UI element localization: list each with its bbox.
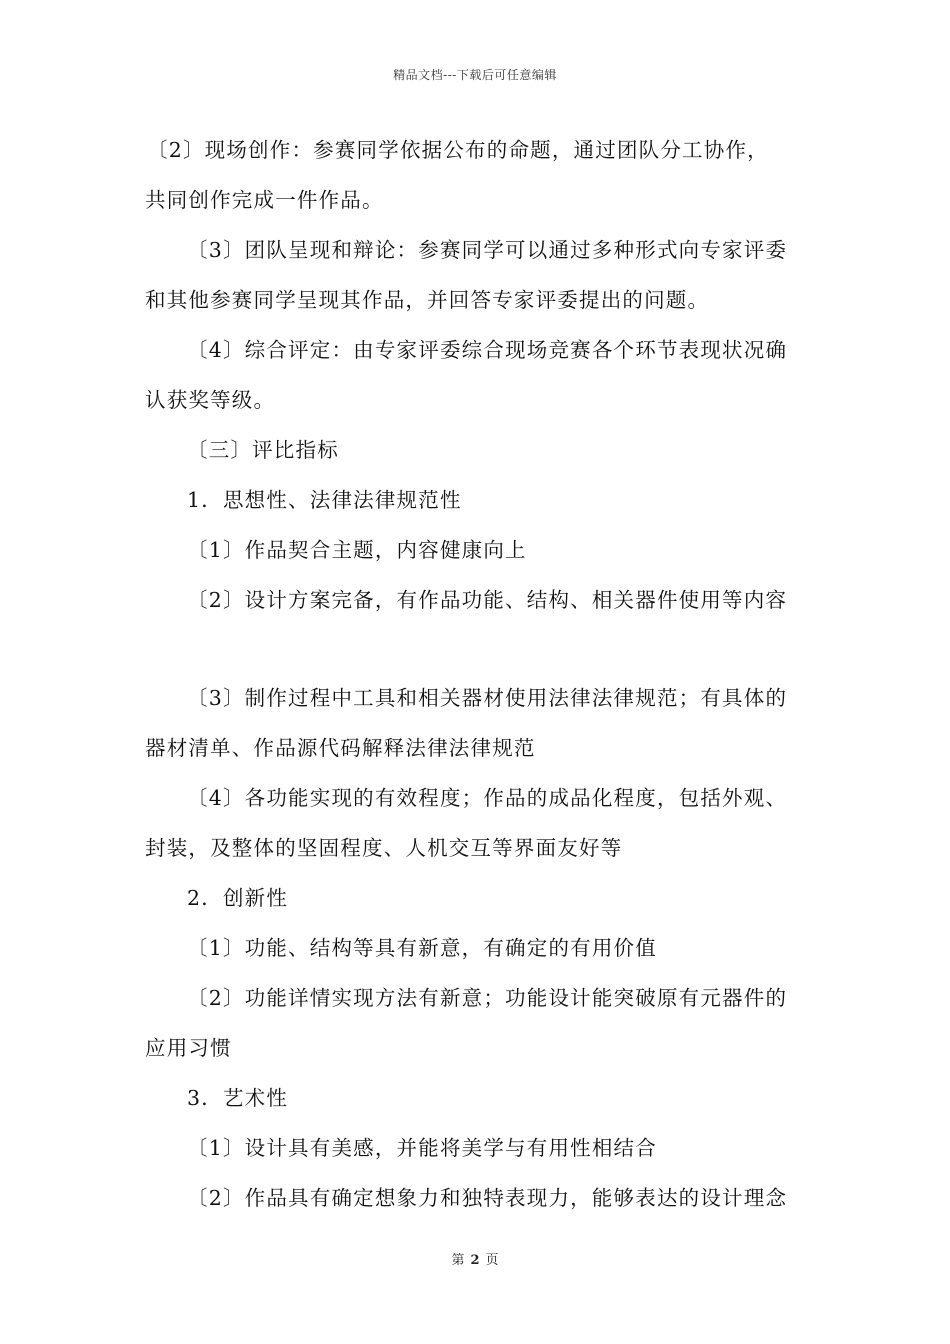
paragraph-line: 和其他参赛同学呈现其作品，并回答专家评委提出的问题。: [145, 288, 710, 312]
list-item: 〔4〕各功能实现的有效程度；作品的成品化程度，包括外观、: [187, 786, 788, 810]
subsection-heading: 1．思想性、法律法律规范性: [187, 488, 462, 512]
list-item: 〔3〕制作过程中工具和相关器材使用法律法律规范；有具体的: [187, 686, 788, 710]
list-item: 〔2〕作品具有确定想象力和独特表现力，能够表达的设计理念: [187, 1186, 788, 1210]
paragraph-line: 器材清单、作品源代码解释法律法律规范: [145, 736, 536, 760]
list-item: 〔1〕功能、结构等具有新意，有确定的有用价值: [187, 936, 657, 960]
paragraph-line: 封装，及整体的坚固程度、人机交互等界面友好等: [145, 836, 623, 860]
subsection-heading: 2．创新性: [187, 886, 289, 910]
paragraph-line: 〔4〕综合评定：由专家评委综合现场竞赛各个环节表现状况确: [187, 338, 788, 362]
list-item: 〔1〕作品契合主题，内容健康向上: [187, 538, 527, 562]
page-number: 2: [470, 1253, 480, 1268]
list-item: 〔2〕设计方案完备，有作品功能、结构、相关器件使用等内容: [187, 588, 788, 612]
list-item: 〔2〕功能详情实现方法有新意；功能设计能突破原有元器件的: [187, 986, 788, 1010]
paragraph-line: 认获奖等级。: [145, 388, 276, 412]
page-header: 精品文档---下载后可任意编辑: [393, 68, 557, 82]
paragraph-line: 〔2〕现场创作：参赛同学依据公布的命题，通过团队分工协作，: [147, 138, 769, 162]
paragraph-line: 应用习惯: [145, 1036, 232, 1060]
page-number-suffix: 页: [485, 1253, 499, 1268]
list-item: 〔1〕设计具有美感，并能将美学与有用性相结合: [187, 1136, 657, 1160]
subsection-heading: 3．艺术性: [187, 1086, 289, 1110]
page-footer: [0, 1249, 950, 1268]
page-number-prefix: 第: [451, 1253, 465, 1268]
paragraph-line: 共同创作完成一件作品。: [145, 188, 384, 212]
section-heading: 〔三〕评比指标: [187, 438, 339, 462]
paragraph-line: 〔3〕团队呈现和辩论：参赛同学可以通过多种形式向专家评委: [187, 238, 788, 262]
